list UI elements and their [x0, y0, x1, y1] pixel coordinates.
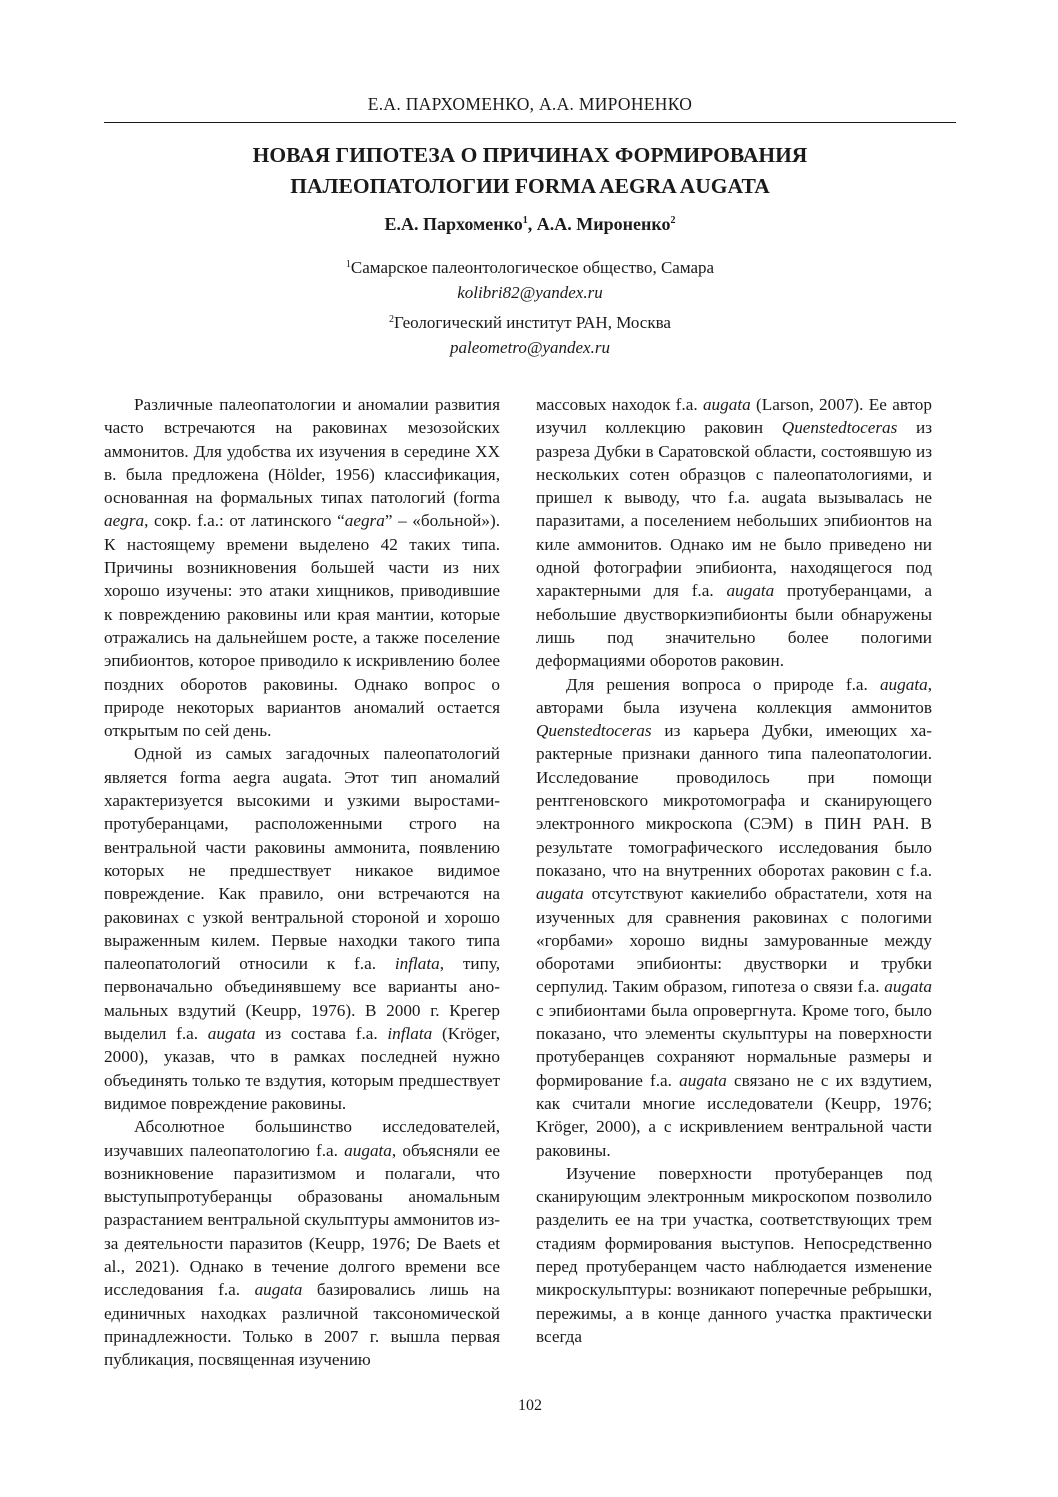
- italic-term: aegra: [344, 511, 385, 531]
- text-run: с эпибионтами была опровергнута. Кроме того, было показано, что элементы скульптуры на поверхности протуберанцев сохраняют нормальные размеры и формирование f.a.: [536, 1000, 932, 1090]
- italic-term: augata: [254, 1280, 303, 1300]
- italic-term: aegra: [104, 511, 145, 531]
- italic-term: augata: [879, 674, 928, 694]
- italic-term: inflata: [394, 954, 440, 974]
- italic-term: augata: [344, 1140, 392, 1160]
- text-run: , типу, первоначально объединявшему все варианты аномальных вздутий (Keupp, 1976). В 2000 г. Крегер выделил f.a.: [104, 954, 500, 1044]
- left-paragraph-2: [104, 742, 500, 1115]
- italic-term: Quenstedtoceras: [536, 721, 652, 741]
- text-run: отсутствуют какиелибо обрастатели, хотя на изученных для сравнения раковинах с пологими «горбами» хорошо видны замурованные между оборотами эпибионты: двустворки и трубки серпулид. Таким образом, гипотеза о связи f.a.: [536, 884, 932, 997]
- italic-term: augata: [726, 581, 775, 601]
- affiliation-2: [104, 313, 956, 333]
- text-run: (Kröger, 2000), указав, что в рамках последней нужно объединять только те вздутия, которым предшествует видимое повреждение раковины.: [104, 1024, 500, 1113]
- text-run: Изучение поверхности протуберанцев под сканирующим электронным микроскопом позволило разделить ее на три участка, соответствующих трем стадиям формирования выступов. Непосредственно перед протуберанцем часто наблюдается изменение микроскульптуры: возникают поперечные ребрышки, пережимы, а в конце данного участка практически всегда: [536, 1163, 932, 1346]
- text-run: базировались лишь на единичных находках различной таксономической принадлежности. Только в 2007 г. вышла первая публикация, посвященная изучению: [104, 1280, 500, 1370]
- text-run: ” – «больной»). К настоящему времени выделено 42 таких типа. Причины возникновения большей части из них хорошо изучены: это атаки хищников, приводившие к повреждению раковины или края мантии, которые отражались на дальнейшем росте, а также поселение эпибионтов, которое приводило к искривлению более поздних оборотов раковины. Однако вопрос о природе некоторых вариантов аномалий остается открытым по сей день.: [104, 511, 500, 741]
- left-paragraph-3: [104, 1115, 500, 1371]
- text-run: связано не с их вздутием, как считали многие исследователи (Keupp, 1976; Kröger, 2000), а с искривлением вентральной части раковины.: [536, 1070, 932, 1160]
- text-run: из карьера Дубки, имеющих характерные признаки данного типа палеопатологии. Исследование проводилось при помощи рентгеновского микротомографа и сканирующего электронного микроскопа (СЭМ) в ПИН РАН. В результате томографического исследования было показано, что на внутренних оборотах раковин с f.a.: [536, 721, 932, 880]
- text-run: Абсолютное большинство исследователей, изучавших палеопатологию f.a.: [104, 1117, 500, 1160]
- page-number: 102: [518, 1397, 542, 1414]
- text-run: , объясняли ее возникновение паразитизмом и полагали, что выступыпротуберанцы образованы аномальным разрастанием вентральной скульптуры аммонитов изза деятельности паразитов (Keupp, 1976; De Baets et al., 2021). Однако в течение долгого времени все исследования f.a.: [104, 1140, 501, 1300]
- italic-term: augata: [536, 884, 584, 904]
- italic-term: augata: [884, 977, 932, 997]
- affiliation-2-email: paleometro@yandex.ru: [450, 338, 610, 357]
- affiliation-2-sup: 2: [389, 314, 395, 325]
- italic-term: inflata: [387, 1024, 433, 1044]
- text-run: Для решения вопроса о природе f.a.: [566, 674, 880, 694]
- affiliation-1-email: kolibri82@yandex.ru: [457, 283, 603, 302]
- italic-term: Quenstedtoceras: [781, 418, 898, 438]
- text-run: , сокр. f.a.: от латинского “: [144, 511, 345, 531]
- author-1-sup: 1: [522, 215, 528, 226]
- author-2-sup: 2: [670, 215, 676, 226]
- right-column: [536, 393, 932, 1348]
- author-separator: ,: [527, 214, 537, 234]
- text-run: массовых находок f.a.: [536, 395, 703, 414]
- running-head: Е.А. ПАРХОМЕНКО, А.А. МИРОНЕНКО: [367, 94, 693, 114]
- text-run: из состава f.a.: [255, 1024, 388, 1044]
- article-title: [104, 140, 956, 202]
- affiliation-1-org: Самарское палеонтологическое общество, Самара: [350, 258, 715, 277]
- left-paragraph-1: [104, 393, 500, 742]
- author-1: Е.А. Пархоменко: [384, 214, 523, 234]
- italic-term: augata: [702, 395, 751, 414]
- text-run: (Larson, 2007). Ее автор изучил коллекцию раковин: [536, 395, 932, 438]
- right-paragraph-3: [536, 1162, 932, 1348]
- italic-term: augata: [679, 1070, 727, 1090]
- text-run: , авторами была изучена коллекция аммонитов: [536, 674, 932, 717]
- right-paragraph-1: [536, 393, 932, 673]
- text-run: Одной из самых загадочных палеопатологий является forma aegra augata. Этот тип аномалий характеризуется высокими и узкими выростамипротуберанцами, расположенными строго на вентральной части раковины аммонита, появлению которых не предшествует никакое видимое повреждение. Как правило, они встречаются на раковинах с узкой вентральной стороной и хорошо выраженным килем. Первые находки такого типа палеопатологий относили к f.a.: [104, 744, 500, 974]
- title-line-1: НОВАЯ ГИПОТЕЗА О ПРИЧИНАХ ФОРМИРОВАНИЯ: [252, 143, 808, 167]
- text-run: Различные палеопатологии и аномалии развития часто встречаются на раковинах мезозойских аммонитов. Для удобства их изучения в середине XX в. была предложена (Hölder, 1956) классификация, основанная на формальных типах патологий (forma: [104, 395, 500, 508]
- authors: [104, 214, 956, 235]
- title-line-2: ПАЛЕОПАТОЛОГИИ FORMA AEGRA AUGATA: [290, 174, 770, 198]
- affiliation-2-org: Геологический институт РАН, Москва: [394, 313, 671, 332]
- text-run: протуберанцами, а небольшие двустворкиэпибионты были обнаружены лишь под значительно более пологими деформациями оборотов раковин.: [536, 581, 932, 671]
- right-paragraph-2: [536, 673, 932, 1162]
- author-2: А.А. Мироненко: [536, 214, 671, 234]
- affiliation-1-sup: 1: [345, 259, 351, 270]
- affiliation-1: [104, 258, 956, 278]
- text-run: из разреза Дубки в Саратовской области, состоявшую из нескольких сотен образцов с палеопатологиями, и пришел к выводу, что f.a. augata вызывалась не паразитами, а поселением небольших эпибионтов на киле аммонитов. Однако им не было приведено ни одной фотографии эпибионта, находящегося под характерными для f.a.: [536, 418, 932, 601]
- italic-term: augata: [207, 1024, 256, 1044]
- left-column: [104, 393, 500, 1371]
- header-rule: [104, 122, 956, 123]
